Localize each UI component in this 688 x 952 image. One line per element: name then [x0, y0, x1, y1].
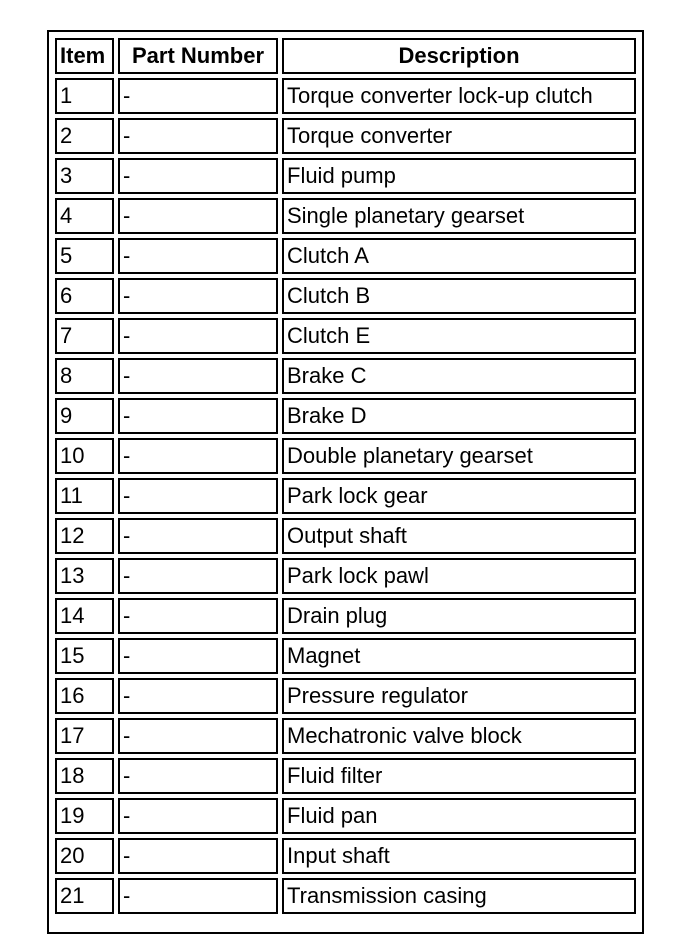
part-number-cell: -: [118, 478, 278, 514]
table-row: [55, 638, 636, 674]
item-cell: 9: [55, 398, 114, 434]
description-cell: Pressure regulator: [282, 678, 636, 714]
part-number-cell: -: [118, 558, 278, 594]
item-cell: 10: [55, 438, 114, 474]
item-cell: 21: [55, 878, 114, 914]
item-cell: 6: [55, 278, 114, 314]
part-number-cell: -: [118, 278, 278, 314]
item-cell: 16: [55, 678, 114, 714]
table-row: [55, 558, 636, 594]
item-cell: 11: [55, 478, 114, 514]
part-number-cell: -: [118, 798, 278, 834]
description-cell: Clutch B: [282, 278, 636, 314]
item-cell: 17: [55, 718, 114, 754]
part-number-cell: -: [118, 838, 278, 874]
table-header-row: [55, 38, 636, 74]
part-number-cell: -: [118, 718, 278, 754]
description-cell: Input shaft: [282, 838, 636, 874]
part-number-cell: -: [118, 318, 278, 354]
item-cell: 4: [55, 198, 114, 234]
part-number-cell: -: [118, 518, 278, 554]
part-number-cell: -: [118, 118, 278, 154]
description-cell: Brake C: [282, 358, 636, 394]
table-body: [55, 78, 636, 914]
description-cell: Transmission casing: [282, 878, 636, 914]
description-cell: Torque converter: [282, 118, 636, 154]
table-row: [55, 518, 636, 554]
item-cell: 19: [55, 798, 114, 834]
item-cell: 7: [55, 318, 114, 354]
table-row: [55, 398, 636, 434]
item-cell: 3: [55, 158, 114, 194]
table-row: [55, 838, 636, 874]
table-row: [55, 758, 636, 794]
part-number-cell: -: [118, 358, 278, 394]
item-cell: 20: [55, 838, 114, 874]
part-number-cell: -: [118, 158, 278, 194]
table-row: [55, 198, 636, 234]
table-row: [55, 318, 636, 354]
item-cell: 15: [55, 638, 114, 674]
description-cell: Clutch A: [282, 238, 636, 274]
table-row: [55, 598, 636, 634]
item-cell: 12: [55, 518, 114, 554]
table-row: [55, 358, 636, 394]
table-row: [55, 158, 636, 194]
description-cell: Drain plug: [282, 598, 636, 634]
item-cell: 5: [55, 238, 114, 274]
description-cell: Mechatronic valve block: [282, 718, 636, 754]
part-number-cell: -: [118, 598, 278, 634]
part-number-cell: -: [118, 438, 278, 474]
header-description: Description: [282, 38, 636, 74]
description-cell: Fluid pump: [282, 158, 636, 194]
table-row: [55, 118, 636, 154]
table-row: [55, 878, 636, 914]
table-row: [55, 478, 636, 514]
table-row: [55, 78, 636, 114]
table-row: [55, 678, 636, 714]
part-number-cell: -: [118, 678, 278, 714]
description-cell: Single planetary gearset: [282, 198, 636, 234]
description-cell: Fluid pan: [282, 798, 636, 834]
description-cell: Clutch E: [282, 318, 636, 354]
description-cell: Fluid filter: [282, 758, 636, 794]
part-number-cell: -: [118, 398, 278, 434]
part-number-cell: -: [118, 878, 278, 914]
item-cell: 18: [55, 758, 114, 794]
table-row: [55, 438, 636, 474]
part-number-cell: -: [118, 198, 278, 234]
header-item: Item: [55, 38, 114, 74]
table-row: [55, 278, 636, 314]
item-cell: 14: [55, 598, 114, 634]
part-number-cell: -: [118, 238, 278, 274]
item-cell: 8: [55, 358, 114, 394]
header-part-number: Part Number: [118, 38, 278, 74]
parts-table-frame: [47, 30, 644, 934]
description-cell: Brake D: [282, 398, 636, 434]
item-cell: 2: [55, 118, 114, 154]
table-row: [55, 798, 636, 834]
description-cell: Magnet: [282, 638, 636, 674]
part-number-cell: -: [118, 638, 278, 674]
item-cell: 1: [55, 78, 114, 114]
part-number-cell: -: [118, 78, 278, 114]
parts-table: [51, 34, 640, 918]
description-cell: Park lock pawl: [282, 558, 636, 594]
part-number-cell: -: [118, 758, 278, 794]
table-row: [55, 238, 636, 274]
item-cell: 13: [55, 558, 114, 594]
description-cell: Output shaft: [282, 518, 636, 554]
description-cell: Double planetary gearset: [282, 438, 636, 474]
description-cell: Torque converter lock-up clutch: [282, 78, 636, 114]
description-cell: Park lock gear: [282, 478, 636, 514]
table-row: [55, 718, 636, 754]
